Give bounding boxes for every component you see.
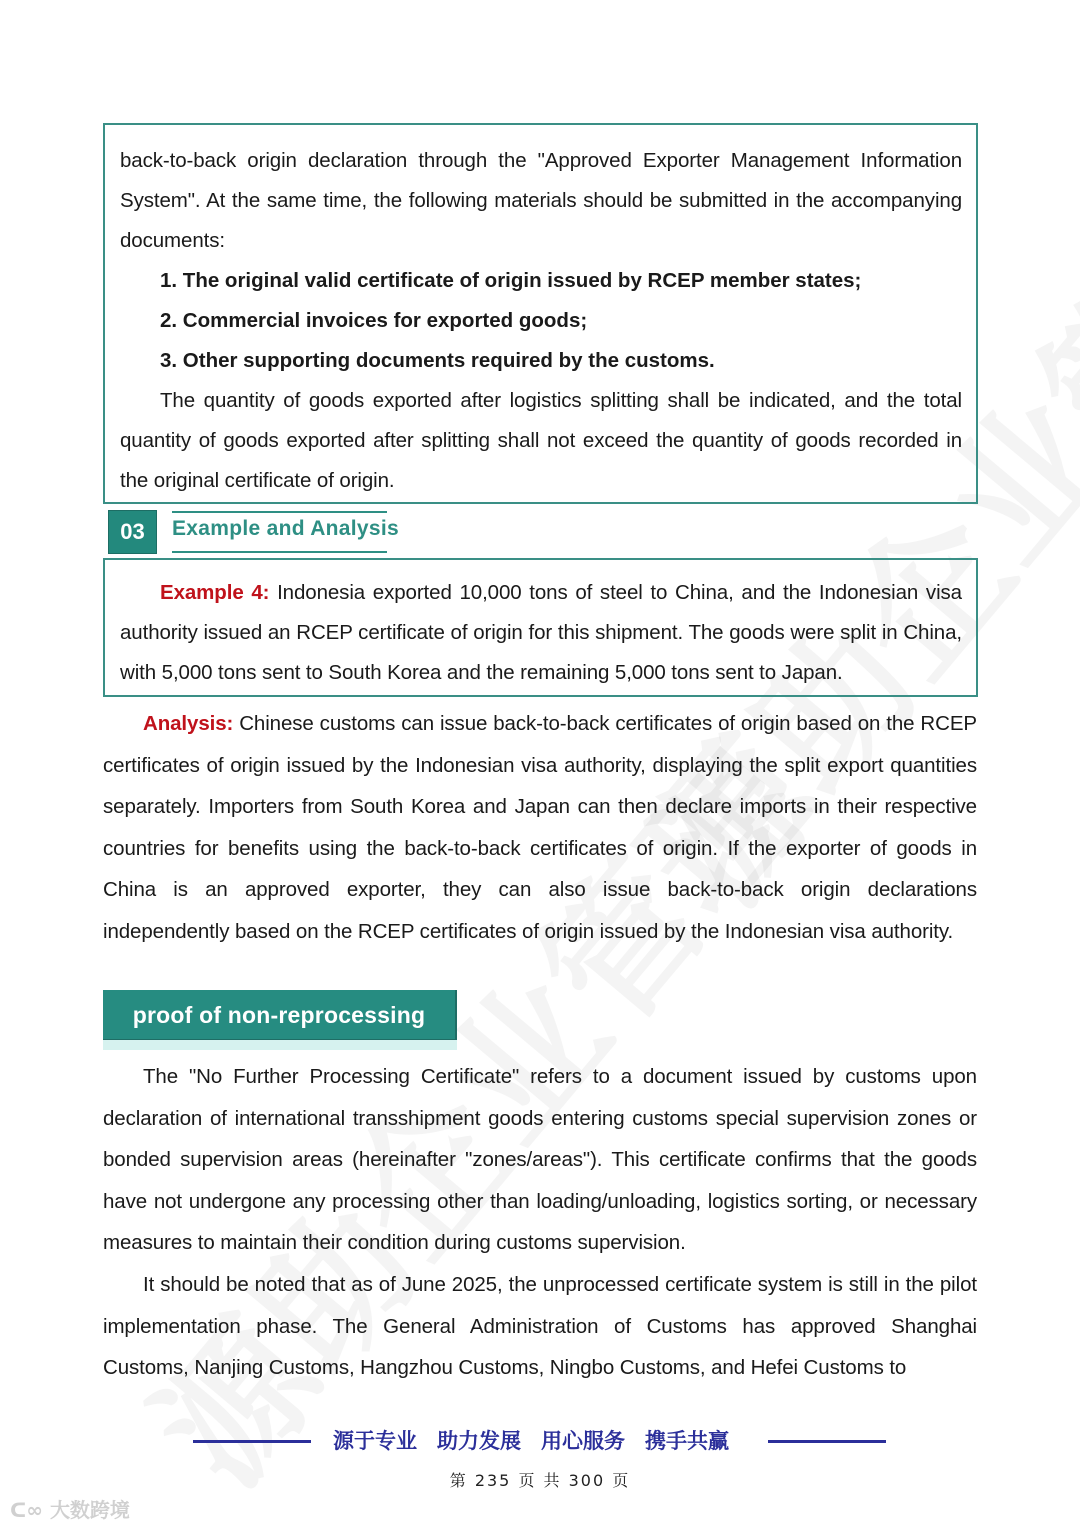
footer-rule-right	[768, 1440, 886, 1443]
example-label: Example 4:	[160, 581, 270, 604]
analysis-section	[103, 703, 977, 953]
analysis-text: Chinese customs can issue back-to-back certificates of origin based on the RCEP certificates of origin issued by the Indonesian visa authority, displaying the split export quantities separately. Importers from South Korea and Japan can then declare imports in their respective countries for benefits using the back-to-back certificates of origin. If the exporter of goods in China is an approved exporter, they can also issue back-to-back origin declarations independently based on the RCEP certificates of origin issued by the Indonesian visa authority.	[103, 712, 977, 943]
non-reprocessing-body	[103, 1056, 977, 1389]
example-text: Indonesia exported 10,000 tons of steel to China, and the Indonesian visa authority issued an RCEP certificate of origin for this shipment. The goods were split in China, with 5,000 tons sent to South Korea and the remaining 5,000 tons sent to Japan.	[120, 581, 962, 684]
requirements-intro: back-to-back origin declaration through the "Approved Exporter Management Information System". At the same time, the following materials should be submitted in the accompanying documents:	[120, 149, 962, 252]
banner-underlay	[103, 1040, 457, 1050]
requirement-item: 3. Other supporting documents required by the customs.	[160, 349, 715, 372]
slogan-item: 携手共赢	[645, 1429, 729, 1453]
section-number: 03	[108, 510, 157, 554]
requirement-item: 2. Commercial invoices for exported goods;	[160, 309, 588, 332]
slogan-item: 用心服务	[541, 1429, 625, 1453]
page-number: 第 235 页 共 300 页	[449, 1471, 631, 1490]
footer-slogan	[0, 1424, 1080, 1458]
requirements-closing: The quantity of goods exported after logistics splitting shall be indicated, and the total quantity of goods exported after splitting shall not exceed the quantity of goods recorded in the original certificate of origin.	[120, 389, 962, 492]
slogan-items	[333, 1424, 729, 1458]
requirements-box	[103, 123, 978, 504]
section-rule-top	[172, 511, 387, 513]
body-paragraph: It should be noted that as of June 2025, the unprocessed certificate system is still in the pilot implementation phase. The General Administration of Customs has approved Shanghai Customs, Nanjing Customs, Hangzhou Customs, Ningbo Customs, and Hefei Customs to	[103, 1272, 977, 1380]
analysis-label: Analysis:	[143, 712, 234, 735]
brand-logo-icon: ᑕ∞	[10, 1498, 50, 1522]
slogan-item: 助力发展	[437, 1429, 521, 1453]
footer-rule-left	[193, 1440, 311, 1443]
analysis-paragraph	[103, 703, 977, 953]
example-paragraph	[120, 573, 962, 693]
section-title: Example and Analysis	[172, 517, 399, 540]
body-paragraph: The "No Further Processing Certificate" refers to a document issued by customs upon declaration of international transshipment goods entering customs special supervision zones or bonded supervision areas (hereinafter "zones/areas"). This certificate confirms that the goods have not undergone any processing other than loading/unloading, logistics sorting, or necessary measures to maintain their condition during customs supervision.	[103, 1065, 977, 1255]
section-rule-bottom	[172, 551, 387, 553]
requirement-item: 1. The original valid certificate of origin issued by RCEP member states;	[160, 269, 862, 292]
subsection-banner	[103, 990, 457, 1051]
brand-name: 大数跨境	[49, 1498, 130, 1522]
slogan-item: 源于专业	[333, 1429, 417, 1453]
example-box	[103, 558, 978, 697]
section-title-wrap	[172, 510, 399, 554]
brand-watermark	[10, 1494, 130, 1523]
banner-title: proof of non-reprocessing	[103, 990, 457, 1040]
